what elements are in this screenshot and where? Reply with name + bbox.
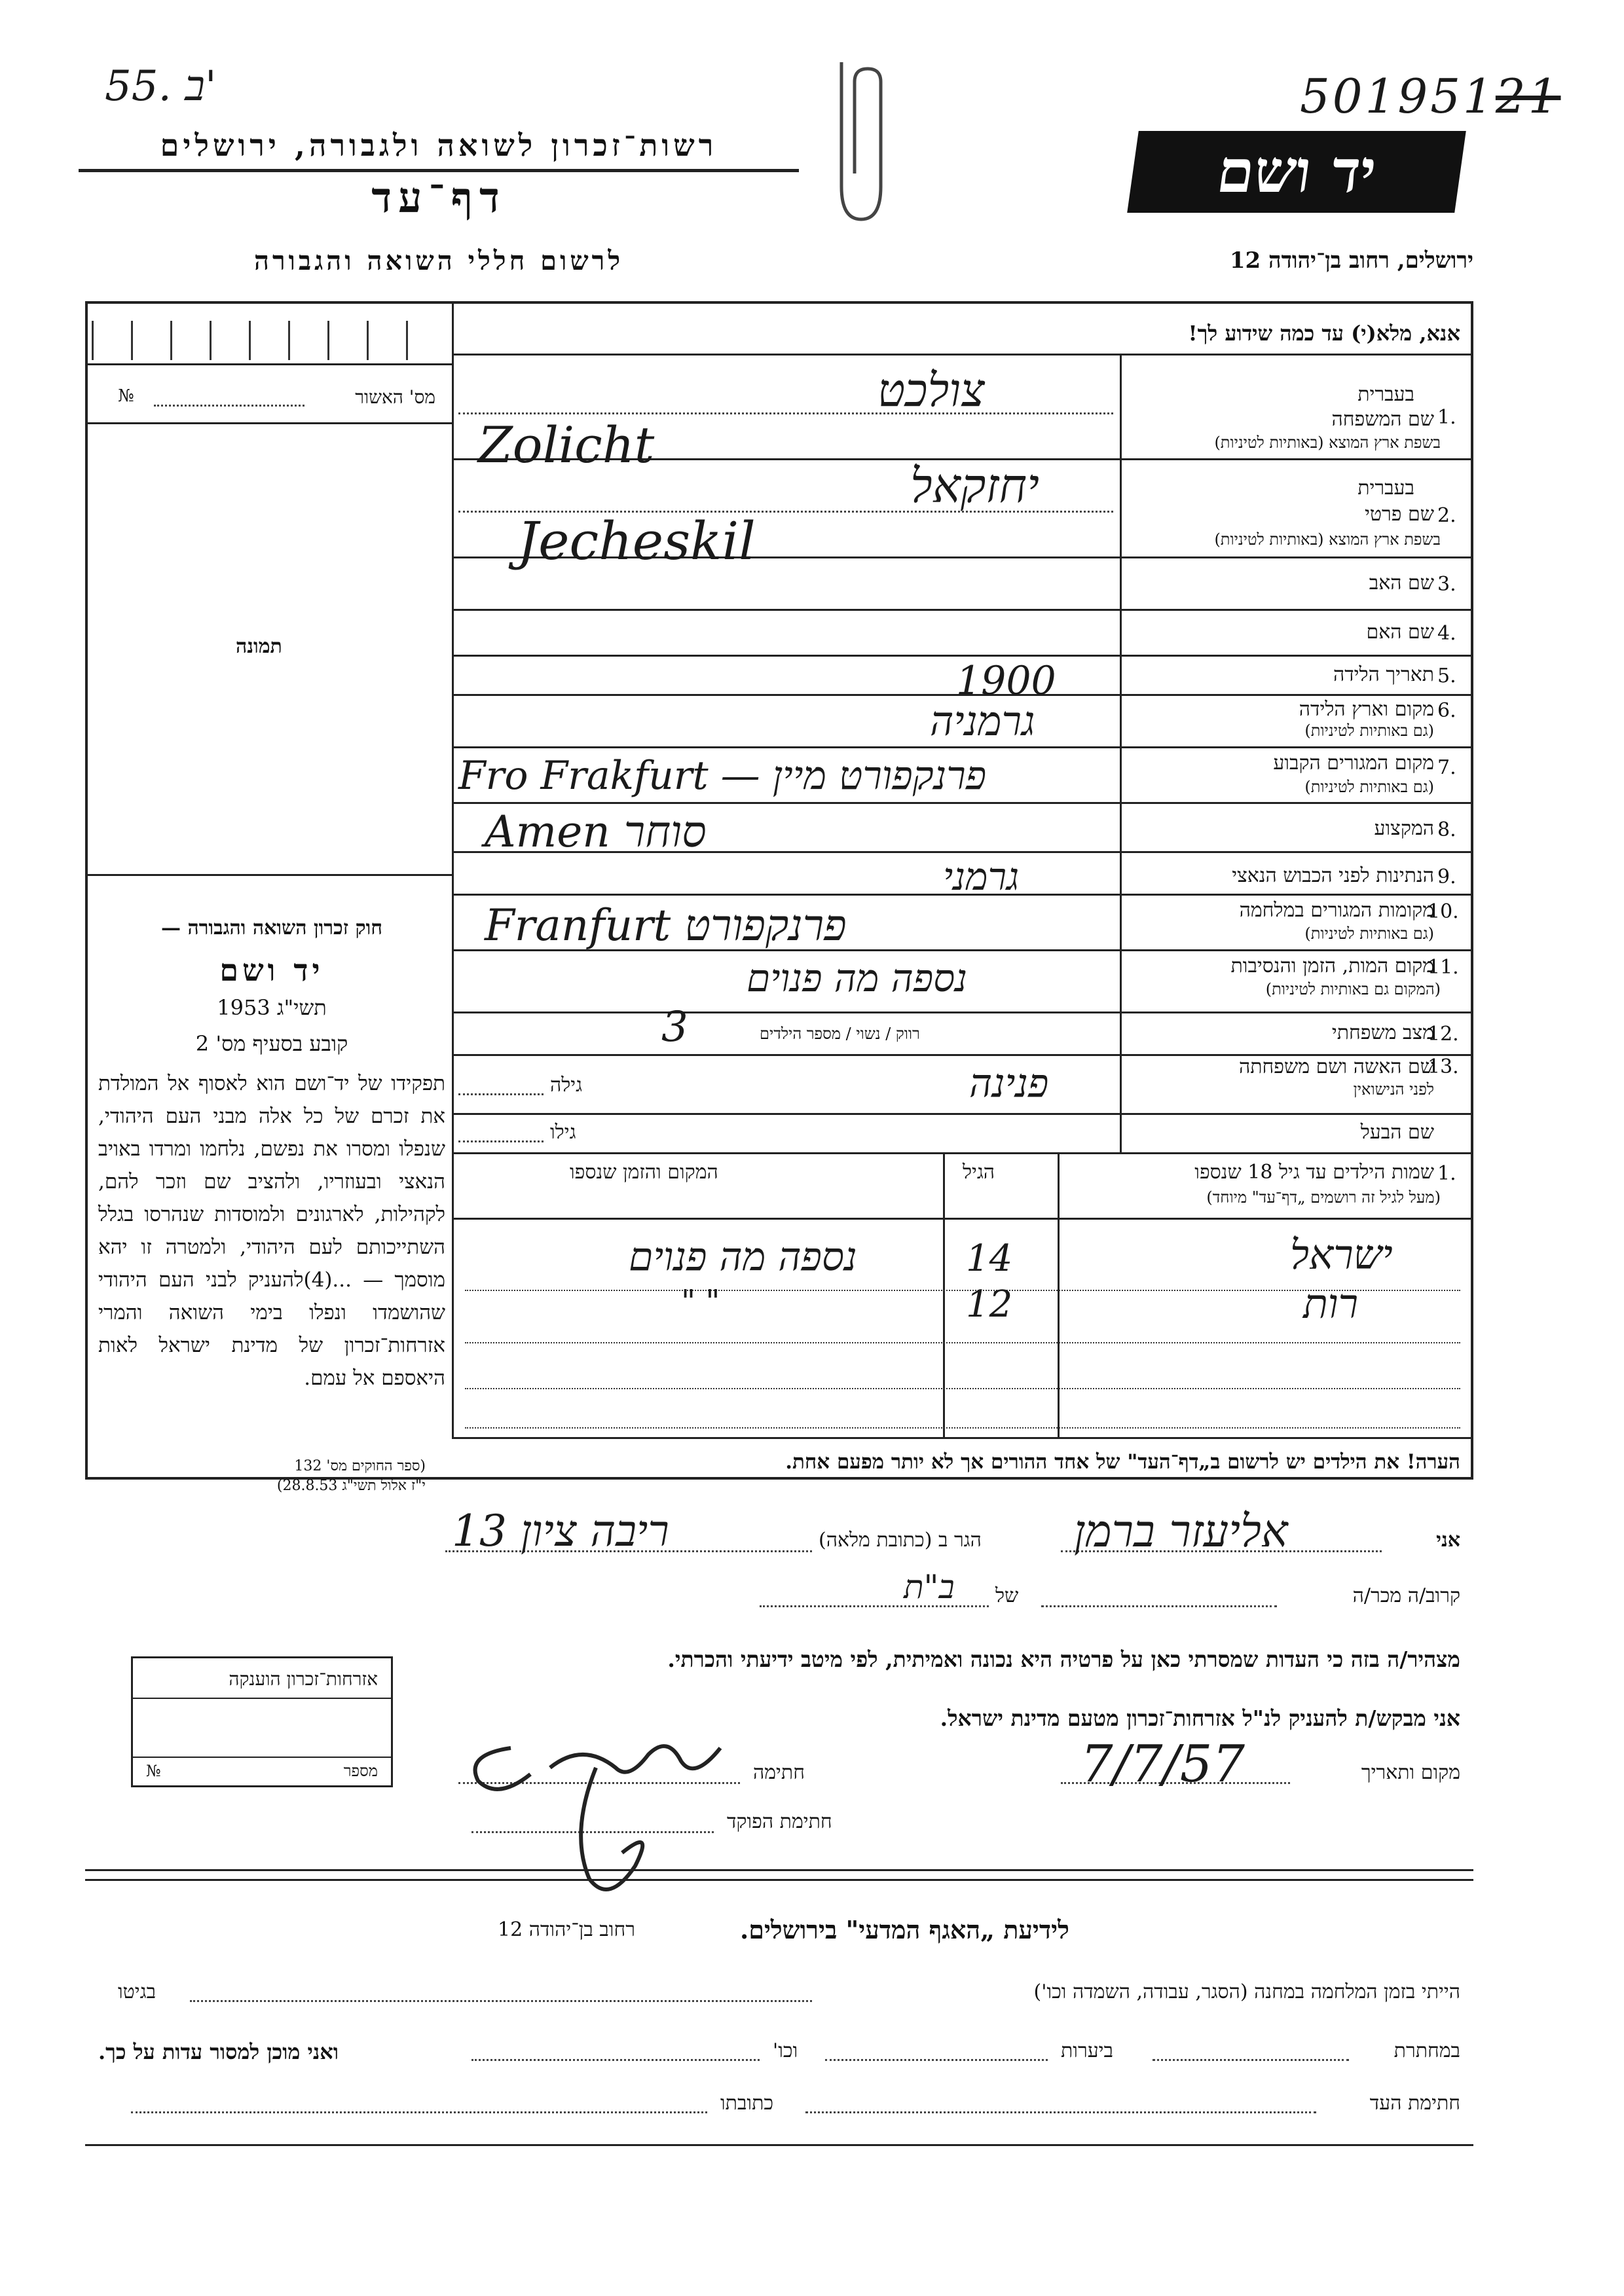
approval-rule (85, 422, 452, 424)
logo-text: יד ושם (1213, 137, 1381, 206)
declarant-resides-label: הגר ב (כתובת מלאה) (819, 1529, 982, 1552)
instruction-rule (452, 354, 1473, 355)
remark: הערה! את הילדים יש לרשום ב„דף־העד" של אחד ההורים אך לא יותר מפעם אחת. (785, 1450, 1460, 1474)
law-text: תפקידו של יד־ושם הוא לאסוף אל המולדת את זכרם של כל אלה מבני העם היהודי, שנפלו ומסרו את נפשם, נלחמו ומרדו באויב הנאצי ובעוזריו, ולהציב שם וזכר להם, לקהילות, לארגונים ולמוסדות שנהרסו בגלל השתייכותם לעם היהודי, ולמטרה זו יהא מוסמך — ...(4)להעניק לבני העם היהודי שהושמדו ונפלו בימי השואה והמרי אזרחות־זכרון של מדינת ישראל לאות היאספם אל עמם. (98, 1072, 445, 1390)
field6-number: 6. (1437, 699, 1456, 722)
bottom-line2-field-2[interactable] (825, 2059, 1048, 2061)
bottom-line1-b: בגיטו (118, 1980, 157, 2003)
address: ירושלים, רחוב בן־יהודה 12 (1229, 247, 1473, 274)
authority-name: רשות־זכרון לשואה ולגבורה, ירושלים (160, 128, 718, 163)
child-2-age[interactable]: 12 (966, 1283, 1013, 1326)
declarant-address[interactable]: ריבה ציון 13 (452, 1506, 669, 1556)
field13-value[interactable]: פנינה (969, 1061, 1049, 1106)
bottom-line3-field-2[interactable] (131, 2111, 707, 2113)
field10-label: מקומות המגורים במלחמה (1239, 899, 1434, 922)
approval-dotted-field[interactable] (154, 405, 304, 407)
field1-number: 1. (1437, 406, 1456, 429)
husband-age-label: גילו (550, 1121, 576, 1144)
field10-number: 10. (1428, 900, 1459, 923)
inspector-scribble (557, 1755, 688, 1912)
row1-mid-line[interactable] (458, 412, 1113, 414)
top-right-number (1300, 69, 1560, 124)
citizenship-box-divider (133, 1698, 391, 1699)
field13-age-label: גילה (550, 1074, 583, 1097)
row-rule-14 (452, 1152, 1473, 1154)
paper-clip-icon (822, 56, 894, 232)
law-year-hebrew: תשי"ג (276, 995, 327, 1020)
field10-value[interactable]: Franfurt פרנקפורט (485, 900, 847, 951)
bottom-address: רחוב בן־יהודה 12 (498, 1918, 635, 1941)
declaration-text: מצהיר/ה בזה כי העדות שמסרתי כאן על פרטיה היא נכונה ואמיתית, לפי מיטב ידיעתי והכרתי. (667, 1647, 1460, 1672)
bottom-line2-a: במחתרת (1393, 2039, 1460, 2062)
child-1-age[interactable]: 14 (966, 1237, 1013, 1280)
field11-number: 11. (1428, 956, 1459, 979)
bottom-line2-c: וכו' (773, 2039, 798, 2062)
relation-label: קרוב/ה מכר/ה (1352, 1584, 1460, 1607)
row-rule-7 (452, 802, 1473, 804)
field6-value[interactable]: גרמניה (930, 697, 1035, 745)
bottom-line3-field-1[interactable] (805, 2111, 1316, 2113)
field1-hebrew-tag: בעברית (1357, 383, 1414, 406)
place-date-label: מקום ותאריך (1361, 1761, 1460, 1784)
children-row-line-4 (465, 1427, 1460, 1429)
form-title: דף־עד (371, 173, 506, 223)
declarant-ani: אני (1436, 1529, 1460, 1552)
children-row-line-3 (465, 1388, 1460, 1389)
law-source (98, 1457, 426, 1496)
bottom-closing-rule (85, 2144, 1473, 2146)
approval-no-label: № (118, 386, 134, 406)
field13-label: שם האשה ושם משפחתה (1238, 1055, 1434, 1078)
instruction: אנא, מלא(י) עד כמה שידוע לך! (1188, 321, 1460, 346)
bottom-rule-1 (85, 1869, 1473, 1871)
citizenship-box (131, 1656, 393, 1787)
field2-value-latin[interactable]: Jecheskil (517, 511, 756, 572)
citizenship-number-no: № (146, 1762, 161, 1780)
request-text: אני מבקש/ת להעניק לנ"ל אזרחות־זכרון מטעם מדינת ישראל. (940, 1705, 1460, 1731)
field4-label: שם האם (1366, 621, 1434, 644)
bottom-title: לידיעת „האגף המדעי" בירושלים. (740, 1915, 1069, 1944)
field2-hebrew-tag: בעברית (1357, 477, 1414, 500)
field12-value[interactable]: 3 (661, 1003, 688, 1051)
children-number: 1. (1437, 1162, 1456, 1185)
row-rule-6 (452, 746, 1473, 748)
children-col-divider-1 (1058, 1152, 1060, 1437)
left-column-divider (452, 301, 454, 1437)
citizenship-box-bottom-divider (133, 1757, 391, 1758)
field11-sublabel: (המקום גם באותיות לטיניות) (1265, 980, 1441, 998)
photo-label: תמונה (236, 635, 282, 658)
field13-age-field[interactable] (458, 1093, 544, 1095)
field3-number: 3. (1437, 573, 1456, 596)
husband-label: שם הבעל (1360, 1121, 1434, 1144)
children-title: שמות הילדים עד גיל 18 שנספו (1194, 1161, 1434, 1184)
row-rule-13 (452, 1113, 1473, 1115)
bottom-line2-field-3[interactable] (471, 2059, 760, 2061)
field8-number: 8. (1437, 818, 1456, 841)
relation-value[interactable]: ב"ת (904, 1568, 955, 1606)
field7-label: מקום המגורים הקבוע (1273, 752, 1434, 774)
children-col-place: המקום והזמן שנספו (570, 1161, 718, 1184)
children-header-rule (452, 1218, 1473, 1220)
field12-options: רווק / נשוי / מספר הילדים (760, 1025, 920, 1043)
bottom-rule-2 (85, 1879, 1473, 1881)
declarant-name[interactable]: אליעזר ברמן (1074, 1506, 1288, 1558)
field2-value-hebrew[interactable]: יחזקאל (910, 458, 1039, 513)
field5-value[interactable]: 1900 (956, 658, 1056, 704)
field9-value[interactable]: גרמני (943, 854, 1020, 899)
law-name: יד ושם (219, 953, 324, 988)
field7-number: 7. (1437, 756, 1456, 779)
child-2-name[interactable]: רות (1303, 1280, 1359, 1328)
children-row-line-2 (465, 1342, 1460, 1343)
child-1-name[interactable]: ישראל (1290, 1231, 1393, 1279)
law-title: חוק זכרון השואה והגבורה — (161, 917, 382, 939)
ruler-rule (85, 363, 452, 365)
row-rule-3 (452, 609, 1473, 611)
law-year (98, 995, 445, 1020)
row-rule-4 (452, 655, 1473, 657)
field1-value-latin[interactable]: Zolicht (478, 416, 655, 474)
yad-vashem-logo (1127, 131, 1466, 213)
field8-value[interactable]: Amen סוחר (485, 807, 707, 857)
field5-label: תאריך הלידה (1333, 663, 1434, 686)
field7-sublabel: (גם באותיות לטיניות) (1304, 778, 1434, 796)
law-source-line-1: (ספר החוקים מס' 132 (294, 1458, 426, 1474)
field2-label: שם פרטי (1365, 503, 1434, 526)
bottom-line1-a: הייתי בזמן המלחמה במחנה (הסגר, עבודה, השמדה וכו') (1033, 1980, 1460, 2003)
field13-sublabel: לפני הנישואין (1353, 1080, 1434, 1099)
field9-label: הנתינות לפני הכבוש הנאצי (1232, 864, 1434, 887)
ruler-ticks (92, 321, 445, 360)
bottom-line3-b: כתובתו (720, 2092, 774, 2115)
approval-label: מס' האשור (355, 386, 435, 408)
field3-label: שם האב (1369, 572, 1434, 594)
bottom-line2-b: ביערות (1061, 2039, 1114, 2062)
children-col-divider-2 (943, 1152, 945, 1437)
field2-number: 2. (1437, 504, 1456, 527)
husband-age-field[interactable] (458, 1140, 544, 1142)
bottom-line1-field[interactable] (190, 2000, 812, 2002)
law-source-line-2: י"ז אלול תשי"ג 28.8.53) (276, 1478, 426, 1494)
photo-bottom-rule (85, 874, 452, 876)
archive-number-struck: 21 (1495, 69, 1561, 124)
bottom-line3-a: חתימת העד (1369, 2092, 1460, 2115)
header-rule (79, 169, 799, 172)
remark-top-rule (452, 1437, 1473, 1439)
field13-number: 13. (1428, 1055, 1459, 1078)
child-1-place[interactable]: נספה מה פנוים (629, 1234, 857, 1280)
top-left-code: 55. ב' (105, 62, 217, 111)
field1-value-hebrew[interactable]: צולכט (877, 363, 985, 417)
bottom-line2-d: ואני מוכן למסור עדות על כך. (98, 2039, 339, 2064)
place-date-value[interactable]: 7/7/57 (1080, 1735, 1246, 1794)
form-subtitle: לרשום חללי השואה והגבורה (253, 246, 624, 276)
law-year-number: 1953 (217, 995, 270, 1020)
field6-label: מקום וארץ הלידה (1299, 698, 1434, 721)
children-col-age: הגיל (963, 1161, 995, 1184)
field9-number: 9. (1437, 866, 1456, 888)
signature-label: חתימה (753, 1761, 805, 1784)
inspector-label: חתימת הפוקד (727, 1810, 832, 1833)
field2-sublabel: בשפת ארץ המוצא (באותיות לטיניות) (1214, 530, 1441, 549)
citizenship-box-title: אזרחות־זכרון הוענקה (229, 1668, 378, 1690)
field4-number: 4. (1437, 622, 1456, 645)
row-rule-11 (452, 1011, 1473, 1013)
label-column-divider (1120, 354, 1122, 1152)
field10-sublabel: (גם באותיות לטיניות) (1304, 924, 1434, 943)
field12-number: 12. (1428, 1023, 1459, 1046)
law-clause: קובע בסעיף מס' 2 (195, 1031, 348, 1056)
field11-label: מקום המות, הזמן והנסיבות (1230, 955, 1434, 977)
field12-label: מצב משפחתי (1331, 1021, 1434, 1044)
relation-line[interactable] (1041, 1605, 1277, 1607)
field6-sublabel: (גם באותיות לטיניות) (1304, 721, 1434, 740)
field8-label: המקצוע (1374, 817, 1434, 840)
child-2-place[interactable]: " " (681, 1283, 720, 1320)
citizenship-number-label: מספר (343, 1762, 378, 1780)
field5-number: 5. (1437, 665, 1456, 687)
relation-of: של (995, 1584, 1019, 1607)
children-note: (מעל לגיל זה רושמים „דף־עד" מיוחד) (1206, 1188, 1441, 1207)
field1-sublabel: בשפת ארץ המוצא (באותיות לטיניות) (1214, 433, 1441, 452)
field7-value[interactable]: Fro Frakfurt — פרנקפורט מיין (458, 753, 987, 799)
field1-label: שם המשפחה (1331, 408, 1434, 431)
bottom-line2-field-1[interactable] (1153, 2059, 1349, 2061)
archive-number: 501951 (1300, 69, 1496, 124)
field11-value[interactable]: נספה מה פנוים (747, 956, 967, 1000)
